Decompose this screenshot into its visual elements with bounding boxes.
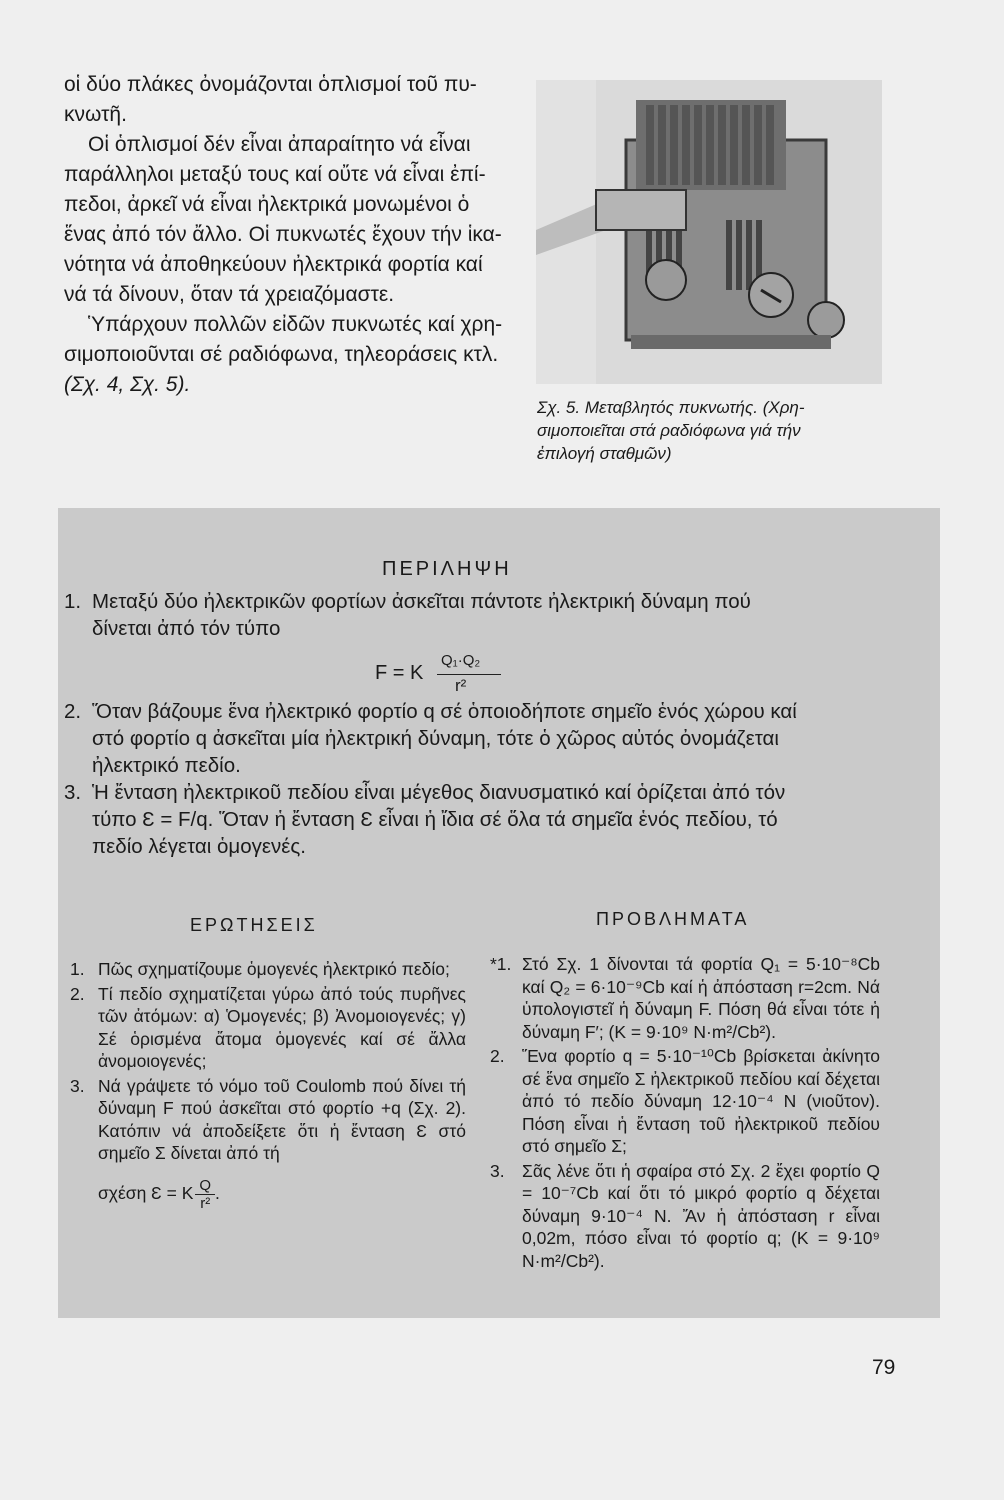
item-number: 2. [70,983,85,1004]
fraction-bar [437,674,501,675]
question-text: Πῶς σχηματίζουμε ὁμογενές ἠλεκτρικό πεδίο; [98,959,450,979]
problem-item [490,1045,880,1158]
coulomb-formula [375,652,515,702]
item-number: 1. [64,590,82,613]
formula-lhs: F = K [375,662,424,684]
figure-caption [537,396,897,465]
questions-title: ΕΡΩΤΗΣΕΙΣ [190,915,318,935]
intro-line: οἱ δύο πλάκες ὀνομάζονται ὁπλισμοί τοῦ πυ- [64,73,477,96]
caption-line: σιμοποιεῖται στά ραδιόφωνα γιά τήν [537,421,801,440]
item-number: 2. [64,700,82,723]
item-number: 3. [490,1160,505,1181]
summary-line: Ὅταν βάζουμε ἕνα ἠλεκτρικό φορτίο q σέ ὁποιοδήποτε σημεῖο ἑνός χώρου καί [92,700,797,723]
capacitor-photo [536,80,882,384]
summary-line: δίνεται ἀπό τόν τύπο [92,617,281,640]
intro-line: σιμοποιοῦνται σέ ραδιόφωνα, τηλεοράσεις κτλ. [64,343,499,366]
questions-list [66,958,466,1214]
intro-line: κνωτῆ. [64,103,127,126]
problem-text: Ἕνα φορτίο q = 5·10⁻¹⁰Cb βρίσκεται ἀκίνητο σέ ἕνα σημεῖο Σ ἠλεκτρικοῦ πεδίου καί δέχεται ἀπό τό πεδίο δύναμη 12·10⁻⁴ N (νιοῦτον). Πόση εἶναι ἡ ἔνταση τοῦ ἠλεκτρικοῦ πεδίου στό σημεῖο Σ; [522,1046,880,1156]
fraction-denominator: r² [200,1194,211,1212]
fraction-numerator: Q [195,1177,215,1195]
caption-line: ἐπιλογή σταθμῶν) [537,444,672,463]
summary-line: στό φορτίο q ἀσκεῖται μία ἠλεκτρική δύναμη, τότε ὁ χῶρος αὐτός ὀνομάζεται [92,727,779,750]
problem-text: Σᾶς λένε ὅτι ἡ σφαίρα στό Σχ. 2 ἔχει φορτίο Q = 10⁻⁷Cb καί ὅτι τό μικρό φορτίο q δέχεται δύναμη 9·10⁻⁴ N. Ἄν ἡ ἀπόσταση r εἶναι 0,02m, πόσο εἶναι τό φορτίο q; (K = 9·10⁹ N·m²/Cb²). [522,1160,880,1271]
problem-item [490,1160,880,1273]
question-item [66,958,466,981]
intro-line: νότητα νά ἀποθηκεύουν ἠλεκτρικά φορτία καί [64,253,483,276]
item-number: 1. [70,959,85,979]
formula-numerator: Q₁·Q₂ [441,652,481,669]
problem-item [490,953,880,1043]
item-number: 3. [70,1075,85,1096]
page-number: 79 [872,1356,896,1379]
formula-text: σχέση Ɛ = K [98,1182,194,1203]
summary-line: ἠλεκτρικό πεδίο. [92,754,241,777]
formula-fraction [195,1177,215,1212]
summary-line: πεδίο λέγεται ὁμογενές. [92,835,306,858]
summary-line: τύπο Ɛ = F/q. Ὅταν ἡ ἔνταση Ɛ εἶναι ἡ ἴδια σέ ὅλα τά σημεῖα ἑνός πεδίου, τό [92,808,778,831]
question-item [66,983,466,1073]
summary-title: ΠΕΡΙΛΗΨΗ [382,558,512,580]
question-text: Νά γράψετε τό νόμο τοῦ Coulomb πού δίνει τή δύναμη F πού ἀσκεῖται στό φορτίο +q (Σχ. 2). Κατόπιν νά ἀποδείξετε ὅτι ἡ ἔνταση Ɛ στό σημεῖο Σ δίνεται ἀπό τή [98,1075,466,1163]
intro-line: ἕνας ἀπό τόν ἄλλο. Οἱ πυκνωτές ἔχουν τήν ἱκα- [64,223,502,246]
question-formula: σχέση Ɛ = K $\frac{Q}{\text{r²}}$ . [98,1176,220,1212]
problems-list [490,953,880,1274]
caption-line: Σχ. 5. Μεταβλητός πυκνωτής. (Χρη- [537,398,805,417]
item-number: 3. [64,781,82,804]
summary-line: Μεταξύ δύο ἠλεκτρικῶν φορτίων ἀσκεῖται πάντοτε ἠλεκτρική δύναμη πού [92,590,751,613]
problem-text: Στό Σχ. 1 δίνονται τά φορτία Q₁ = 5·10⁻⁸Cb καί Q₂ = 6·10⁻⁹Cb καί ἡ ἀπόσταση r=2cm. Νά ὑπολογιστεῖ ἡ δύναμη F. Πόση θά εἶναι τότε ἡ δύναμη F′; (K = 9·10⁹ N·m²/Cb²). [522,954,880,1042]
formula-denominator: r² [455,676,467,695]
intro-line: πεδοι, ἀρκεῖ νά εἶναι ἠλεκτρικά μονωμένοι ὁ [64,193,470,216]
intro-line: (Σχ. 4, Σχ. 5). [64,373,191,396]
summary-list [64,588,894,860]
intro-line: Ὑπάρχουν πολλῶν εἰδῶν πυκνωτές καί χρη- [88,313,503,336]
summary-item-2 [64,698,894,779]
item-number: 2. [490,1046,505,1066]
summary-item-3 [64,779,894,860]
intro-line: Οἱ ὁπλισμοί δέν εἶναι ἀπαραίτητο νά εἶναι [88,133,471,156]
variable-capacitor-image [536,80,882,384]
summary-line: Ἡ ἔνταση ἠλεκτρικοῦ πεδίου εἶναι μέγεθος διανυσματικό καί ὁρίζεται ἀπό τόν [92,781,786,804]
item-number: *1. [490,954,512,974]
question-text: Τί πεδίο σχηματίζεται γύρω ἀπό τούς πυρῆνες τῶν ἀτόμων: α) Ὁμογενές; β) Ἀνομοιογενές; γ) Σέ ὁρισμένα ἄτομα ὁμογενές καί σέ ἄλλα ἀνομοιογενές; [98,983,466,1071]
problems-title: ΠΡΟΒΛΗΜΑΤΑ [596,909,750,929]
intro-line: νά τά δίνουν, ὅταν τά χρειαζόμαστε. [64,283,395,306]
intro-line: παράλληλοι μεταξύ τους καί οὔτε νά εἶναι ἐπί- [64,163,486,186]
question-item [66,1075,466,1212]
intro-text [64,70,524,400]
